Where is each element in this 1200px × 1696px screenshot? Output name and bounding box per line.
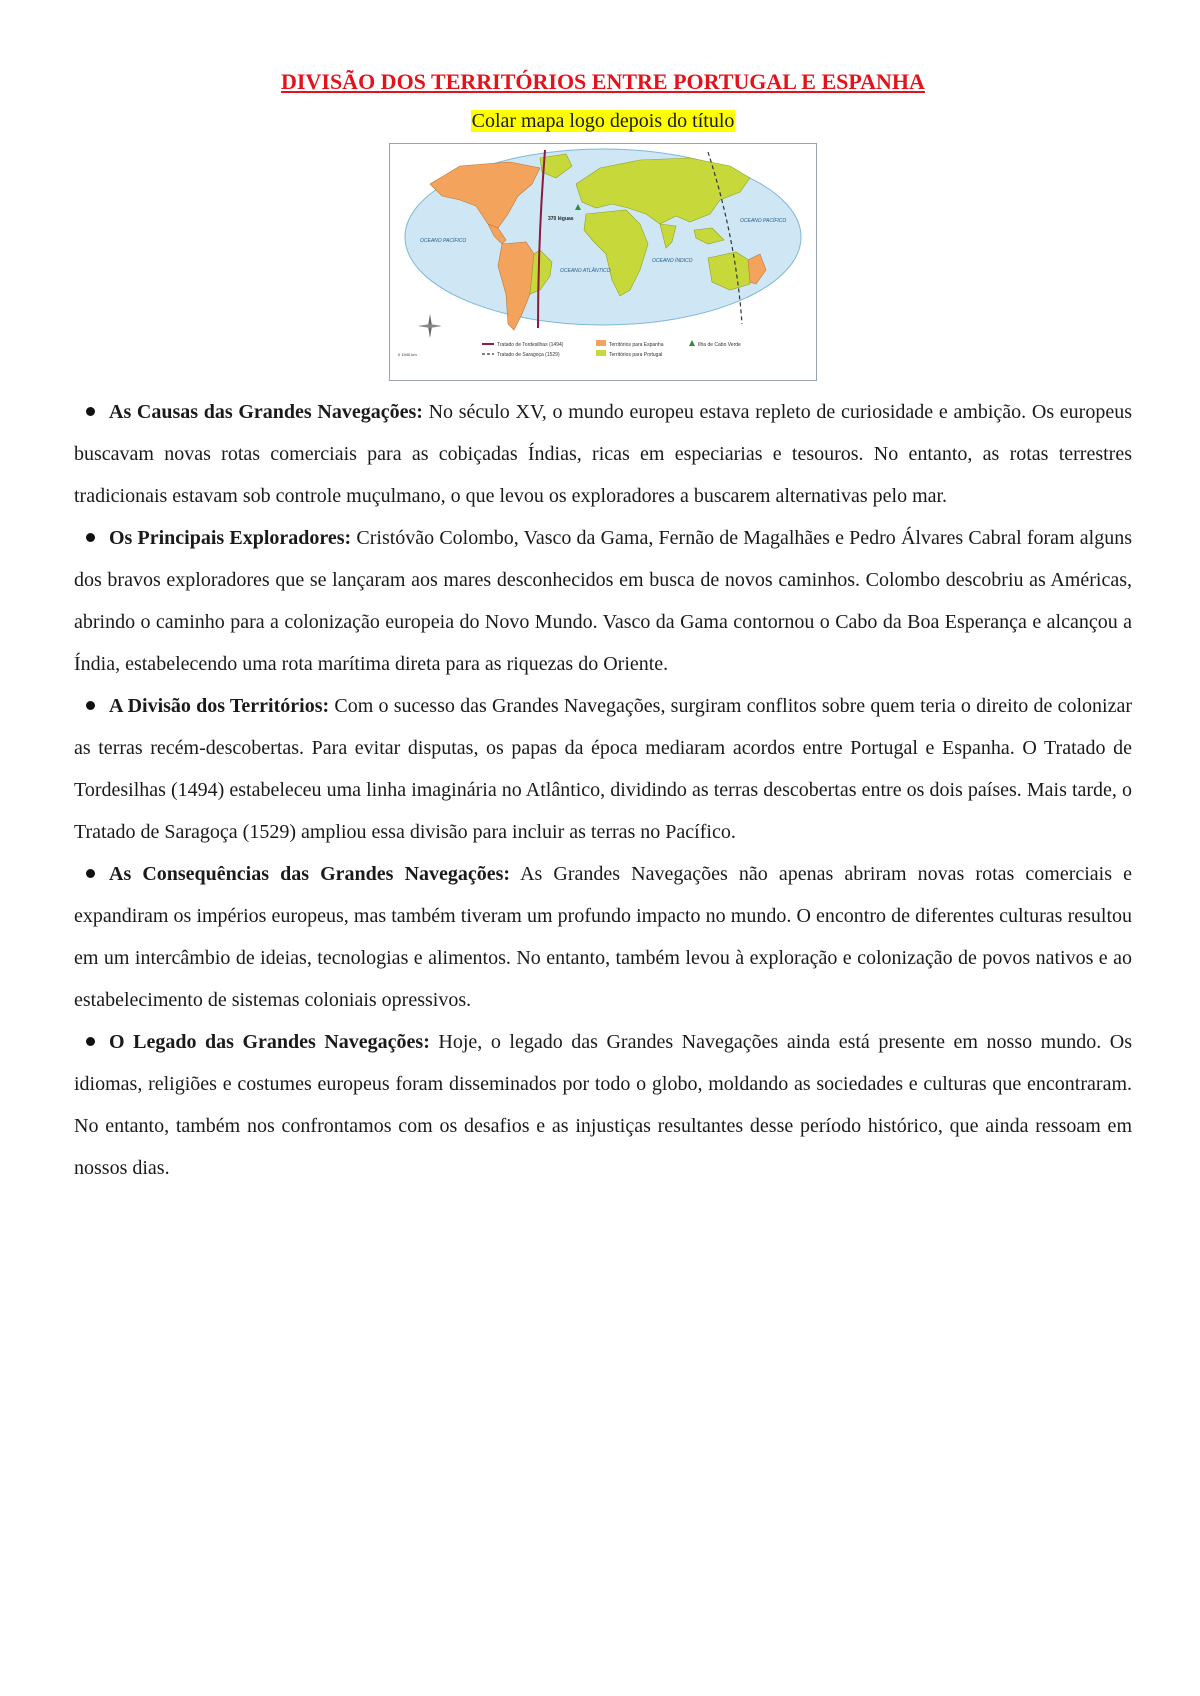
label-ocean-indian: OCEANO ÍNDICO: [652, 258, 693, 264]
label-ocean-pacific-right: OCEANO PACÍFICO: [740, 218, 787, 224]
item-text: Cristóvão Colombo, Vasco da Gama, Fernão de Magalhães e Pedro Álvares Cabral foram alguns dos bravos exploradores que se lançaram aos mares desconhecidos em busca de novos caminhos. Colombo descobriu as Américas, abrindo o caminho para a colonização europeia do Novo Mundo. Vasco da Gama contornou o Cabo da Boa Esperança e alcançou a Índia, estabelecendo uma rota marítima direta para as riquezas do Oriente.: [74, 527, 1132, 675]
list-item: [74, 685, 1132, 853]
list-item: [74, 1021, 1132, 1189]
legend-cabo-verde-swatch: [689, 340, 695, 346]
item-heading: As Consequências das Grandes Navegações:: [109, 863, 511, 885]
document-title: DIVISÃO DOS TERRITÓRIOS ENTRE PORTUGAL E ESPANHA: [281, 69, 925, 94]
list-item: [74, 391, 1132, 517]
item-text: As Grandes Navegações não apenas abriram novas rotas comerciais e expandiram os impérios europeus, mas também tiveram um profundo impacto no mundo. O encontro de diferentes culturas resultou em um intercâmbio de ideias, tecnologias e alimentos. No entanto, também levou à exploração e colonização de povos nativos e ao estabelecimento de sistemas coloniais opressivos.: [74, 863, 1132, 1011]
bullet-icon: [86, 869, 95, 878]
label-ocean-atlantic: OCEANO ATLÂNTICO: [560, 268, 611, 274]
legend-spain-swatch: [596, 340, 606, 346]
document-page: [74, 68, 1132, 1189]
item-heading: Os Principais Exploradores:: [109, 527, 352, 549]
item-heading: A Divisão dos Territórios:: [109, 695, 330, 717]
instruction-line: [74, 108, 1132, 136]
instruction-highlight: Colar mapa logo depois do título: [471, 110, 735, 132]
item-text: Com o sucesso das Grandes Navegações, surgiram conflitos sobre quem teria o direito de colonizar as terras recém-descobertas. Para evitar disputas, os papas da época mediaram acordos entre Portugal e Espanha. O Tratado de Tordesilhas (1494) estabeleceu uma linha imaginária no Atlântico, dividindo as terras descobertas entre os dois países. Mais tarde, o Tratado de Saragoça (1529) ampliou essa divisão para incluir as terras no Pacífico.: [74, 695, 1133, 843]
legend-spain-label: Territórios para Espanha: [609, 342, 664, 348]
label-leagues: 370 léguas: [548, 216, 574, 222]
label-ocean-pacific-left: OCEANO PACÍFICO: [420, 238, 467, 244]
item-text: No século XV, o mundo europeu estava repleto de curiosidade e ambição. Os europeus buscavam novas rotas comerciais para as cobiçadas Índias, ricas em especiarias e tesouros. No entanto, as rotas terrestres tradicionais estavam sob controle muçulmano, o que levou os exploradores a buscarem alternativas pelo mar.: [74, 401, 1132, 507]
item-heading: O Legado das Grandes Navegações:: [109, 1031, 430, 1053]
legend-saragoca-label: Tratado de Saragoça (1529): [497, 352, 560, 358]
legend-cabo-verde-label: Ilha de Cabo Verde: [698, 342, 741, 348]
legend-portugal-swatch: [596, 350, 606, 356]
compass-rose-icon: [418, 314, 442, 338]
list-item: [74, 517, 1132, 685]
legend-portugal-label: Territórios para Portugal: [609, 352, 663, 358]
content-list: [74, 391, 1132, 1189]
item-text: Hoje, o legado das Grandes Navegações ainda está presente em nosso mundo. Os idiomas, religiões e costumes europeus foram disseminados por todo o globo, moldando as sociedades e culturas que encontraram. No entanto, também nos confrontamos com os desafios e as injustiças resultantes desse período histórico, que ainda ressoam em nossos dias.: [74, 1031, 1132, 1179]
treaty-map: [389, 143, 817, 381]
list-item: [74, 853, 1132, 1021]
item-heading: As Causas das Grandes Navegações:: [109, 401, 423, 423]
bullet-icon: [86, 533, 95, 542]
bullet-icon: [86, 1037, 95, 1046]
bullet-icon: [86, 407, 95, 416]
world-map-svg: [390, 144, 816, 380]
legend-tordesilhas-label: Tratado de Tordesilhas (1494): [497, 342, 564, 348]
map-scale: 0 1940 km: [398, 352, 417, 357]
bullet-icon: [86, 701, 95, 710]
